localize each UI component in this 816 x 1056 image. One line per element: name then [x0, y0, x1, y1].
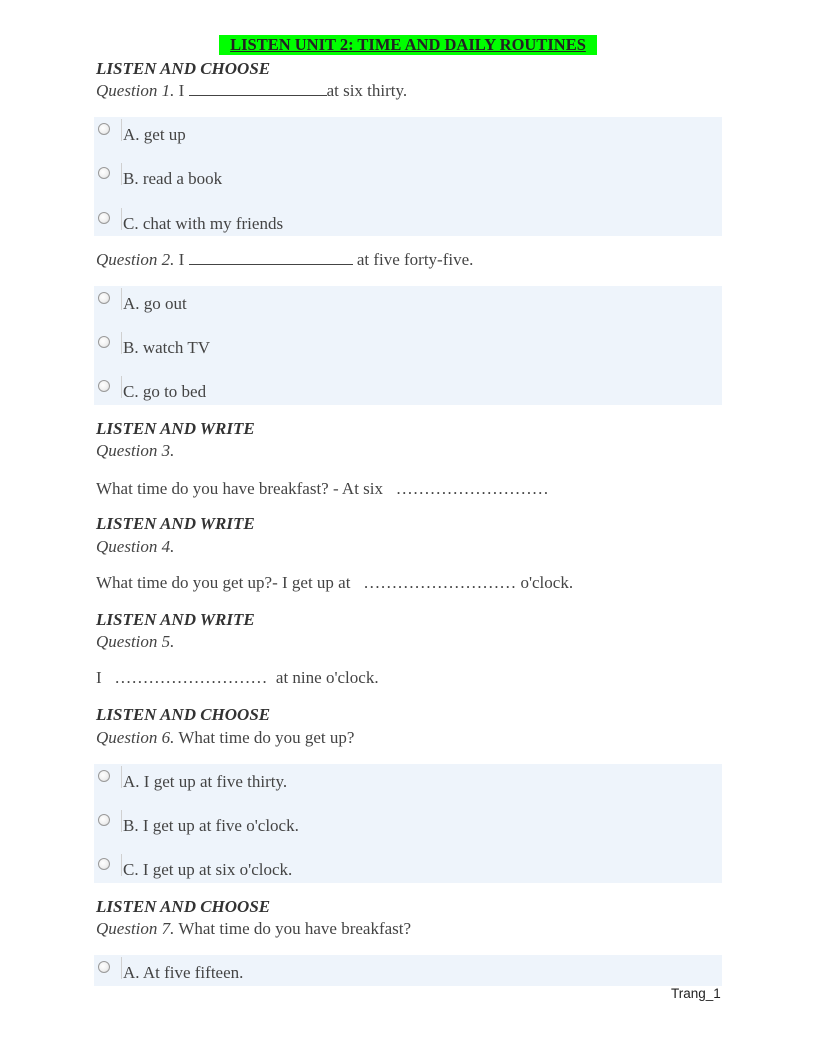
divider — [121, 163, 122, 185]
page-number: Trang_1 — [671, 986, 721, 1001]
radio-button[interactable] — [98, 770, 110, 782]
question-text: What time do you have breakfast? - At six ……………………… — [96, 479, 549, 498]
divider — [121, 810, 122, 832]
section-heading: LISTEN AND CHOOSE — [96, 705, 271, 724]
question-text: at five forty-five. — [352, 250, 474, 269]
question-text: What time do you get up? — [174, 728, 355, 747]
option-item[interactable] — [94, 374, 722, 418]
option-item[interactable] — [94, 852, 722, 896]
options-group — [94, 764, 722, 883]
radio-button[interactable] — [98, 167, 110, 179]
divider — [121, 119, 122, 141]
section-heading: LISTEN AND CHOOSE — [96, 897, 271, 916]
option-label: A. get up — [123, 125, 186, 144]
option-item[interactable] — [94, 117, 722, 161]
options-group — [94, 117, 722, 236]
divider — [121, 376, 122, 398]
question-7 — [96, 919, 411, 939]
option-label: B. read a book — [123, 169, 223, 188]
question-number: Question 4. — [96, 537, 175, 556]
option-item[interactable] — [94, 286, 722, 330]
question-6 — [96, 728, 354, 748]
divider — [121, 332, 122, 354]
options-group — [94, 955, 722, 986]
option-item[interactable] — [94, 955, 722, 999]
radio-button[interactable] — [98, 814, 110, 826]
question-number: Question 2. — [96, 250, 175, 269]
question-text: What time do you get up?- I get up at ……………………… o'clock. — [96, 573, 574, 592]
divider — [121, 288, 122, 310]
divider — [121, 208, 122, 230]
radio-button[interactable] — [98, 212, 110, 224]
section-heading: LISTEN AND WRITE — [96, 419, 255, 438]
option-label: C. I get up at six o'clock. — [123, 860, 293, 879]
option-item[interactable] — [94, 206, 722, 250]
section-heading: LISTEN AND CHOOSE — [96, 59, 271, 78]
option-item[interactable] — [94, 764, 722, 808]
question-3 — [96, 441, 174, 461]
options-group — [94, 286, 722, 405]
question-4 — [96, 537, 174, 557]
option-label: B. watch TV — [123, 338, 211, 357]
question-number: Question 3. — [96, 441, 175, 460]
radio-button[interactable] — [98, 336, 110, 348]
radio-button[interactable] — [98, 961, 110, 973]
option-label: C. chat with my friends — [123, 214, 284, 233]
question-text: I — [174, 81, 189, 100]
page-title: LISTEN UNIT 2: TIME AND DAILY ROUTINES — [219, 35, 597, 55]
question-2 — [96, 250, 473, 270]
option-item[interactable] — [94, 808, 722, 852]
question-5 — [96, 632, 174, 652]
section-heading: LISTEN AND WRITE — [96, 610, 255, 629]
question-text: I ……………………… at nine o'clock. — [96, 668, 379, 687]
radio-button[interactable] — [98, 292, 110, 304]
option-label: A. At five fifteen. — [123, 963, 244, 982]
radio-button[interactable] — [98, 123, 110, 135]
answer-blank — [189, 252, 353, 265]
radio-button[interactable] — [98, 380, 110, 392]
question-number: Question 1. — [96, 81, 175, 100]
option-label: B. I get up at five o'clock. — [123, 816, 299, 835]
divider — [121, 854, 122, 876]
divider — [121, 957, 122, 979]
divider — [121, 766, 122, 788]
question-text: What time do you have breakfast? — [174, 919, 412, 938]
question-text: I — [174, 250, 189, 269]
radio-button[interactable] — [98, 858, 110, 870]
question-number: Question 7. — [96, 919, 175, 938]
question-number: Question 5. — [96, 632, 175, 651]
answer-blank — [189, 83, 327, 96]
question-text: at six thirty. — [326, 81, 408, 100]
question-1 — [96, 81, 407, 101]
section-heading: LISTEN AND WRITE — [96, 514, 255, 533]
option-label: A. go out — [123, 294, 187, 313]
option-label: A. I get up at five thirty. — [123, 772, 288, 791]
question-number: Question 6. — [96, 728, 175, 747]
option-item[interactable] — [94, 161, 722, 205]
option-label: C. go to bed — [123, 382, 207, 401]
option-item[interactable] — [94, 330, 722, 374]
